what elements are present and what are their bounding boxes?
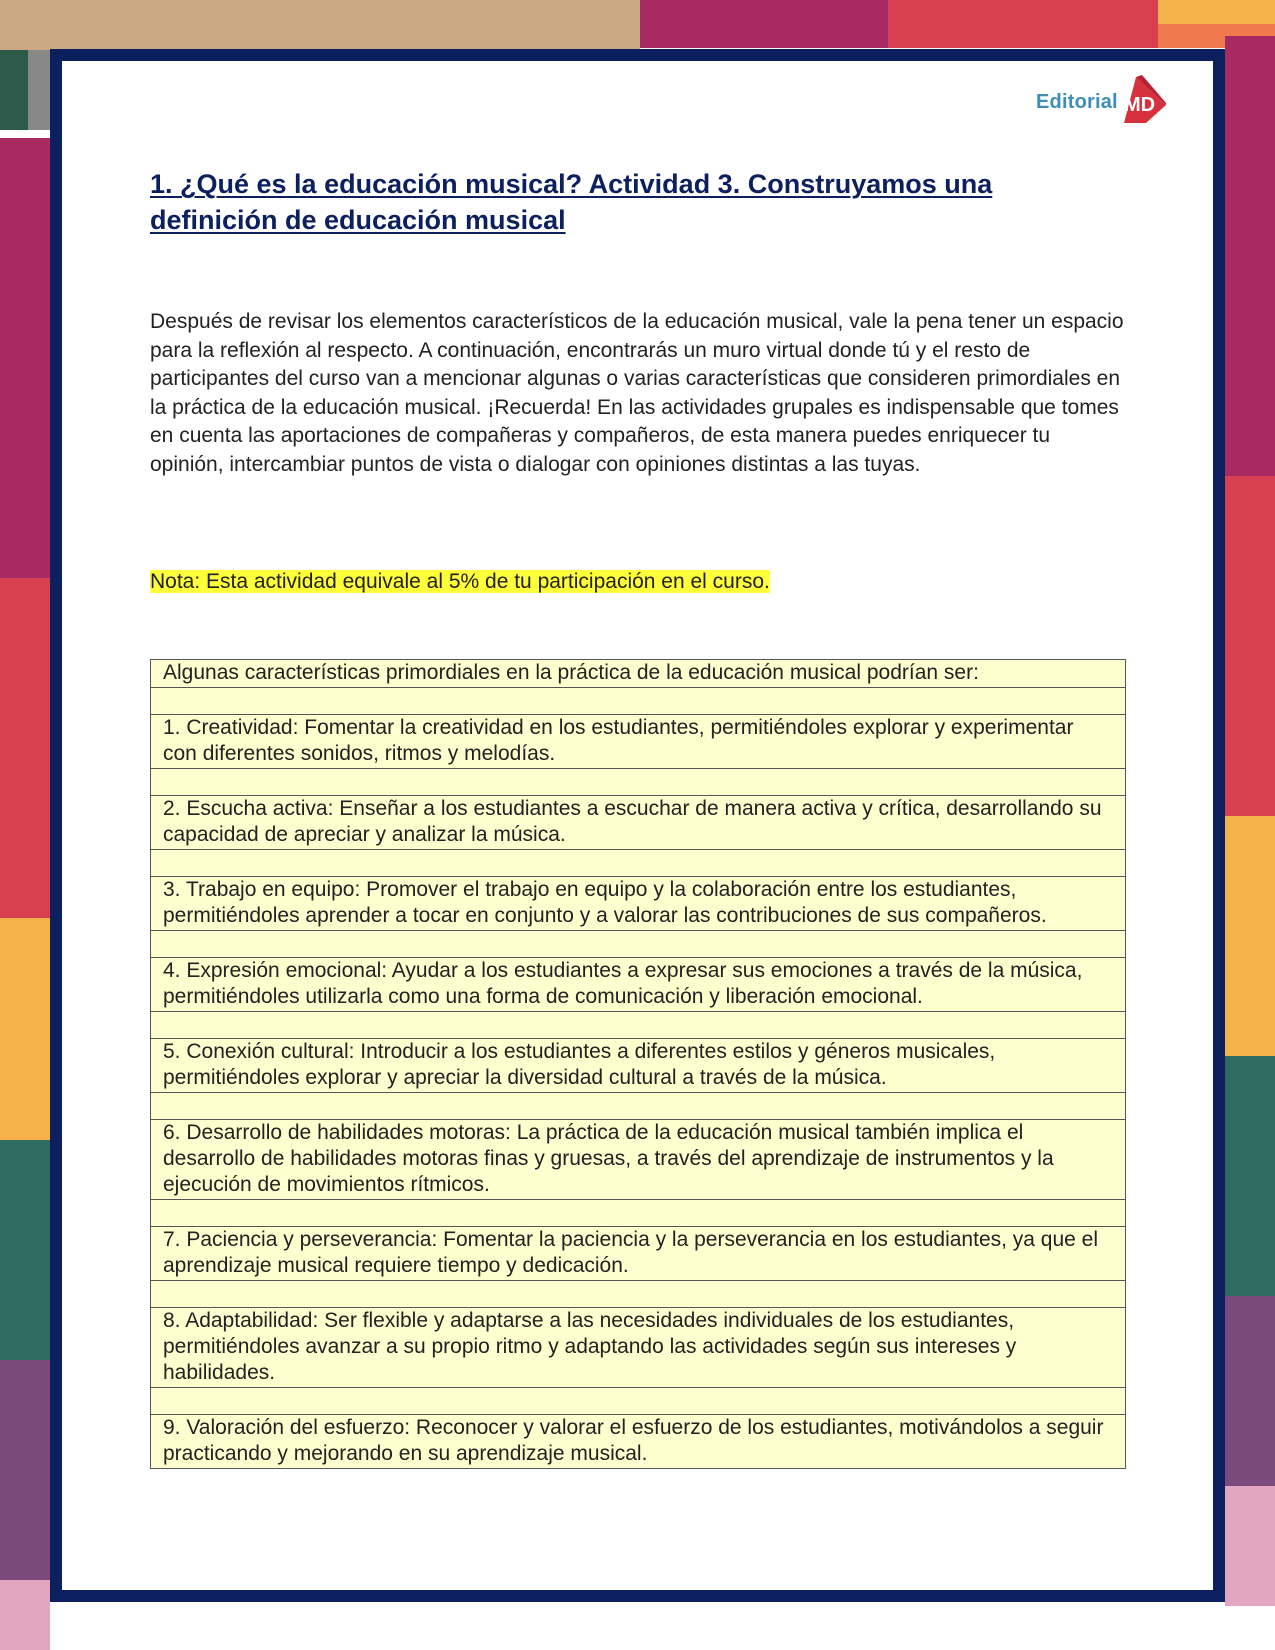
table-cell: 1. Creatividad: Fomentar la creatividad en los estudiantes, permitiéndoles explorar y experimentar con diferentes sonidos, ritmos y melodías.	[151, 715, 1126, 769]
table-spacer-cell	[151, 769, 1126, 796]
table-row	[151, 850, 1126, 877]
table-spacer-cell	[151, 1012, 1126, 1039]
deco-block	[0, 1140, 50, 1360]
table-cell: 5. Conexión cultural: Introducir a los estudiantes a diferentes estilos y géneros musicales, permitiéndoles explorar y apreciar la diversidad cultural a través de la música.	[151, 1039, 1126, 1093]
deco-block	[888, 0, 1158, 48]
activity-note	[150, 568, 770, 596]
table-row	[151, 1120, 1126, 1200]
deco-block	[1225, 1056, 1275, 1296]
highlighted-note-text: Nota: Esta actividad equivale al 5% de tu participación en el curso.	[150, 570, 770, 593]
deco-block	[1225, 36, 1275, 476]
table-row	[151, 660, 1126, 688]
table-spacer-cell	[151, 1388, 1126, 1415]
editorial-logo	[1036, 73, 1166, 125]
page-title: 1. ¿Qué es la educación musical? Actividad 3. Construyamos una definición de educación musical	[150, 169, 993, 235]
table-spacer-cell	[151, 850, 1126, 877]
table-spacer-cell	[151, 1093, 1126, 1120]
deco-block	[0, 918, 50, 1140]
table-cell: 6. Desarrollo de habilidades motoras: La práctica de la educación musical también implica el desarrollo de habilidades motoras finas y gruesas, a través del aprendizaje de instrumentos y la ejecución de movimientos rítmicos.	[151, 1120, 1126, 1200]
table-header-cell: Algunas características primordiales en la práctica de la educación musical podrían ser:	[151, 660, 1126, 688]
deco-block	[1225, 1296, 1275, 1486]
table-row	[151, 769, 1126, 796]
table-row	[151, 1039, 1126, 1093]
table-cell: 3. Trabajo en equipo: Promover el trabajo en equipo y la colaboración entre los estudiantes, permitiéndoles aprender a tocar en conjunto y a valorar las contribuciones de sus compañeros.	[151, 877, 1126, 931]
characteristics-table	[150, 659, 1126, 1469]
table-row	[151, 1227, 1126, 1281]
deco-block	[0, 0, 640, 50]
table-row	[151, 1308, 1126, 1388]
deco-block	[28, 50, 50, 130]
deco-block	[1158, 0, 1275, 24]
table-row	[151, 1281, 1126, 1308]
table-row	[151, 1200, 1126, 1227]
table-row	[151, 1415, 1126, 1469]
table-cell: 4. Expresión emocional: Ayudar a los estudiantes a expresar sus emociones a través de la música, permitiéndoles utilizarla como una forma de comunicación y liberación emocional.	[151, 958, 1126, 1012]
deco-block	[0, 578, 50, 918]
table-row	[151, 1012, 1126, 1039]
table-row	[151, 1388, 1126, 1415]
deco-block	[640, 0, 888, 48]
table-spacer-cell	[151, 931, 1126, 958]
table-cell: 9. Valoración del esfuerzo: Reconocer y valorar el esfuerzo de los estudiantes, motivándolos a seguir practicando y mejorando en su aprendizaje musical.	[151, 1415, 1126, 1469]
deco-block	[0, 138, 50, 578]
table-row	[151, 958, 1126, 1012]
deco-block	[1225, 476, 1275, 816]
deco-block	[1225, 1486, 1275, 1606]
table-row	[151, 796, 1126, 850]
logo-mark-text: MD	[1124, 94, 1156, 116]
table-cell: 7. Paciencia y perseverancia: Fomentar la paciencia y la perseverancia en los estudiantes, ya que el aprendizaje musical requiere tiempo y dedicación.	[151, 1227, 1126, 1281]
table-row	[151, 688, 1126, 715]
table-spacer-cell	[151, 688, 1126, 715]
table-row	[151, 877, 1126, 931]
deco-block	[1225, 816, 1275, 1056]
table-row	[151, 1093, 1126, 1120]
table-spacer-cell	[151, 1281, 1126, 1308]
intro-paragraph: Después de revisar los elementos característicos de la educación musical, vale la pena tener un espacio para la reflexión al respecto. A continuación, encontrarás un muro virtual donde tú y el resto de participantes del curso van a mencionar algunas o varias características que consideren primordiales en la práctica de la educación musical. ¡Recuerda! En las actividades grupales es indispensable que tomes en cuenta las aportaciones de compañeras y compañeros, de esta manera puedes enriquecer tu opinión, intercambiar puntos de vista o dialogar con opiniones distintas a las tuyas.	[150, 310, 1124, 476]
deco-block	[0, 50, 28, 130]
table-row	[151, 715, 1126, 769]
table-cell: 8. Adaptabilidad: Ser flexible y adaptarse a las necesidades individuales de los estudiantes, permitiéndoles avanzar a su propio ritmo y adaptando las actividades según sus intereses y habilidades.	[151, 1308, 1126, 1388]
deco-block	[0, 1360, 50, 1580]
table-cell: 2. Escucha activa: Enseñar a los estudiantes a escuchar de manera activa y crítica, desarrollando su capacidad de apreciar y analizar la música.	[151, 796, 1126, 850]
logo-text: Editorial	[1036, 91, 1118, 113]
logo-mark-icon	[1116, 73, 1170, 125]
table-row	[151, 931, 1126, 958]
table-spacer-cell	[151, 1200, 1126, 1227]
deco-block	[0, 1580, 50, 1650]
